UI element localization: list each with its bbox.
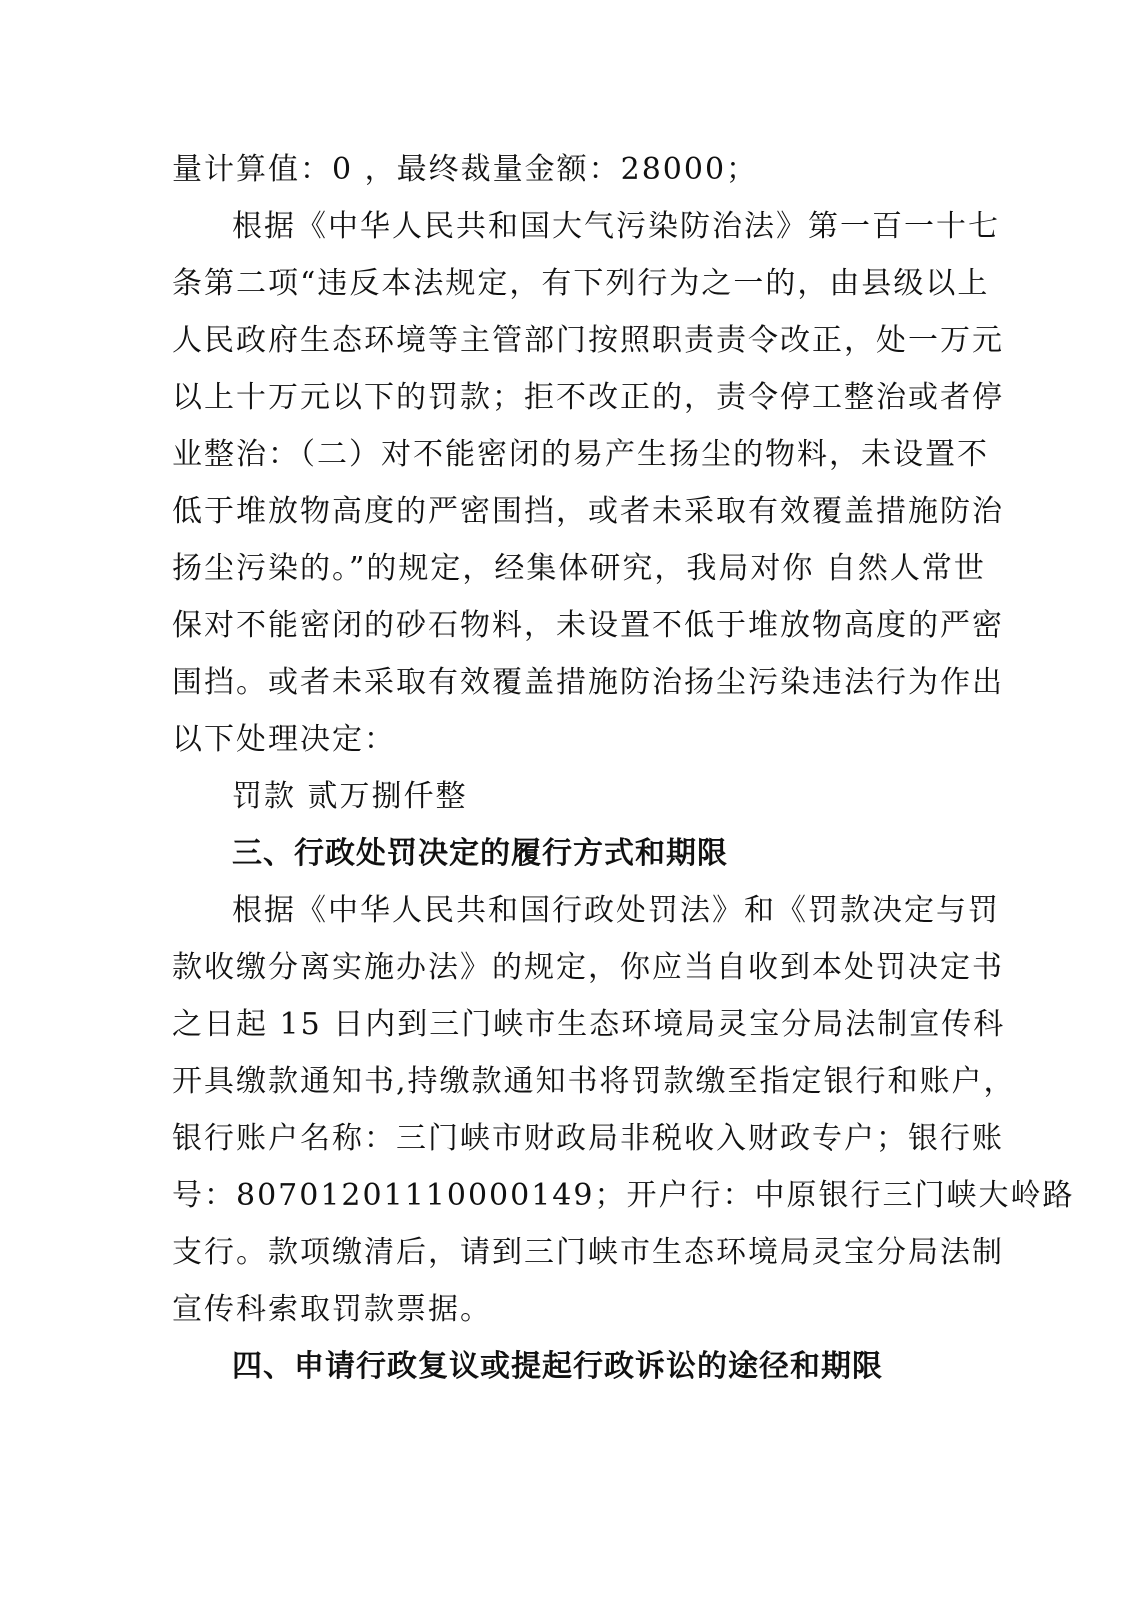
body-line: 低于堆放物高度的严密围挡，或者未采取有效覆盖措施防治 — [172, 494, 1004, 529]
body-line: 以下处理决定： — [172, 722, 396, 757]
body-line: 保对不能密闭的砂石物料，未设置不低于堆放物高度的严密 — [172, 608, 1004, 643]
body-line: 扬尘污染的。”的规定，经集体研究，我局对你 自然人常世 — [172, 551, 986, 586]
body-line: 根据《中华人民共和国行政处罚法》和《罚款决定与罚 — [232, 893, 1000, 928]
body-line: 量计算值：0 ，最终裁量金额：28000； — [172, 152, 759, 187]
body-line: 款收缴分离实施办法》的规定，你应当自收到本处罚决定书 — [172, 950, 1004, 985]
body-line: 开具缴款通知书,持缴款通知书将罚款缴至指定银行和账户， — [172, 1064, 1016, 1099]
body-line: 银行账户名称：三门峡市财政局非税收入财政专户；银行账 — [172, 1121, 1004, 1156]
body-line: 人民政府生态环境等主管部门按照职责责令改正，处一万元 — [172, 323, 1004, 358]
body-line: 之日起 15 日内到三门峡市生态环境局灵宝分局法制宣传科 — [172, 1007, 1006, 1042]
section-heading-4: 四、申请行政复议或提起行政诉讼的途径和期限 — [232, 1349, 883, 1384]
body-line: 条第二项“违反本法规定，有下列行为之一的，由县级以上 — [172, 266, 990, 301]
body-line: 围挡。或者未采取有效覆盖措施防治扬尘污染违法行为作出 — [172, 665, 1004, 700]
body-line: 根据《中华人民共和国大气污染防治法》第一百一十七 — [232, 209, 1000, 244]
body-line: 以上十万元以下的罚款；拒不改正的，责令停工整治或者停 — [172, 380, 1004, 415]
body-line: 号：80701201110000149；开户行：中原银行三门峡大岭路 — [172, 1178, 1075, 1213]
body-line: 宣传科索取罚款票据。 — [172, 1292, 492, 1327]
penalty-line: 罚款 贰万捌仟整 — [232, 779, 468, 814]
section-heading-3: 三、行政处罚决定的履行方式和期限 — [232, 836, 728, 871]
body-line: 支行。款项缴清后，请到三门峡市生态环境局灵宝分局法制 — [172, 1235, 1004, 1270]
body-line: 业整治：（二）对不能密闭的易产生扬尘的物料，未设置不 — [172, 437, 989, 472]
